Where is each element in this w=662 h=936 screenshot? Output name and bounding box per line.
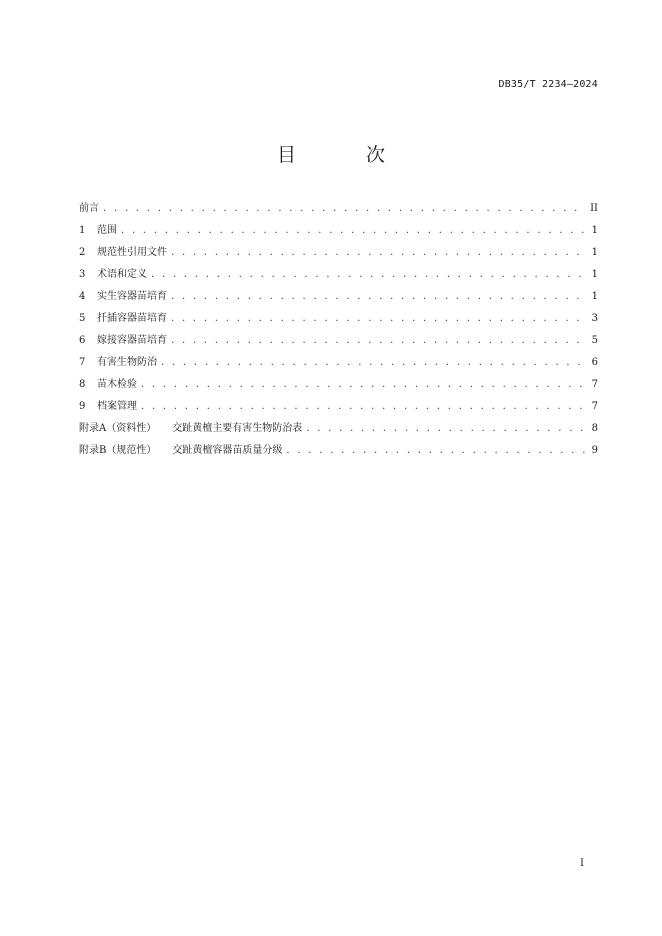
toc-entry-page: 7 <box>591 379 598 390</box>
toc-entry-number: 3 <box>79 269 86 280</box>
table-of-contents <box>79 198 598 462</box>
toc-entry-page: II <box>590 203 598 214</box>
toc-leader-dots <box>161 352 586 374</box>
toc-leader-dots <box>141 374 586 396</box>
toc-leader-dots <box>103 198 586 220</box>
toc-appendix-label: 附录B（规范性） <box>79 445 157 456</box>
toc-entry-number: 6 <box>79 335 86 346</box>
toc-leader-dots <box>306 418 586 440</box>
toc-entry-6[interactable] <box>79 330 598 352</box>
toc-entry-2[interactable] <box>79 242 598 264</box>
toc-entry-title: 有害生物防治 <box>97 357 157 368</box>
toc-entry-title: 前言 <box>79 203 99 214</box>
toc-leader-dots <box>171 330 586 352</box>
page-number: I <box>580 858 584 869</box>
toc-leader-dots <box>151 264 586 286</box>
toc-heading: 目 次 <box>276 144 418 166</box>
toc-entry-number: 2 <box>79 247 86 258</box>
toc-entry-page: 5 <box>591 335 598 346</box>
toc-entry-number: 5 <box>79 313 86 324</box>
toc-entry-8[interactable] <box>79 374 598 396</box>
toc-entry-title: 范围 <box>97 225 117 236</box>
toc-leader-dots <box>171 308 586 330</box>
toc-entry-page: 8 <box>591 423 598 434</box>
toc-entry-page: 3 <box>591 313 598 324</box>
toc-leader-dots <box>171 286 586 308</box>
toc-entry-number: 1 <box>79 225 86 236</box>
toc-entry-number: 8 <box>79 379 86 390</box>
toc-entry-title: 扦插容器苗培育 <box>97 313 167 324</box>
toc-entry-1[interactable] <box>79 220 598 242</box>
toc-entry-9[interactable] <box>79 396 598 418</box>
toc-entry-title: 术语和定义 <box>97 269 147 280</box>
toc-leader-dots <box>171 242 586 264</box>
toc-entry-number: 9 <box>79 401 86 412</box>
toc-leader-dots <box>121 220 586 242</box>
toc-entry-page: 9 <box>591 445 598 456</box>
toc-entry-4[interactable] <box>79 286 598 308</box>
toc-entry-3[interactable] <box>79 264 598 286</box>
toc-entry-title: 规范性引用文件 <box>97 247 167 258</box>
toc-entry-title: 交趾黄檀主要有害生物防治表 <box>172 423 303 434</box>
toc-entry-page: 7 <box>591 401 598 412</box>
toc-entry-title: 实生容器苗培育 <box>97 291 167 302</box>
toc-entry-foreword[interactable] <box>79 198 598 220</box>
toc-entry-title: 档案管理 <box>97 401 137 412</box>
toc-entry-page: 6 <box>591 357 598 368</box>
toc-entry-title: 苗木检验 <box>97 379 137 390</box>
toc-entry-5[interactable] <box>79 308 598 330</box>
toc-entry-number: 7 <box>79 357 86 368</box>
toc-entry-page: 1 <box>591 247 598 258</box>
toc-appendix-label: 附录A（资料性） <box>79 423 157 434</box>
toc-entry-page: 1 <box>591 269 598 280</box>
toc-entry-appendix-a[interactable] <box>79 418 598 440</box>
toc-entry-number: 4 <box>79 291 86 302</box>
toc-leader-dots <box>286 440 586 462</box>
toc-entry-page: 1 <box>591 225 598 236</box>
toc-entry-7[interactable] <box>79 352 598 374</box>
document-code: DB35/T 2234—2024 <box>498 79 598 90</box>
toc-entry-appendix-b[interactable] <box>79 440 598 462</box>
toc-leader-dots <box>141 396 586 418</box>
toc-entry-page: 1 <box>591 291 598 302</box>
toc-entry-title: 交趾黄檀容器苗质量分级 <box>172 445 283 456</box>
toc-entry-title: 嫁接容器苗培育 <box>97 335 167 346</box>
